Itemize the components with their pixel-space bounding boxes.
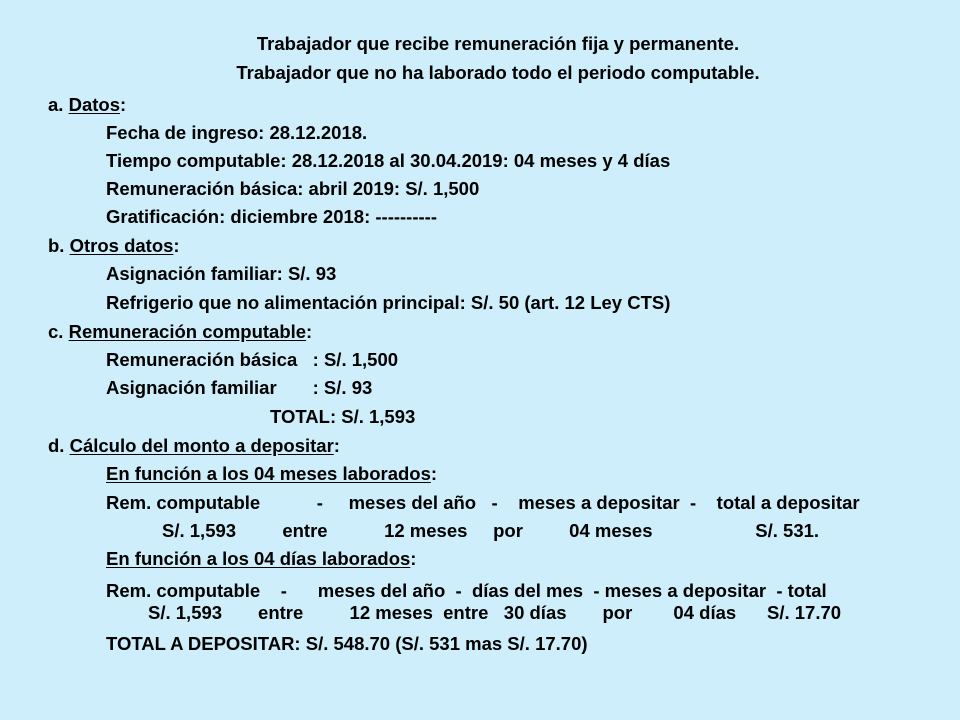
section-a-title: Datos [68,94,120,115]
days-subheading-colon: : [410,548,417,569]
months-subheading [106,463,437,485]
title-line-2: Trabajador que no ha laborado todo el periodo computable. [236,62,760,83]
fecha-ingreso: Fecha de ingreso: 28.12.2018. [106,122,368,143]
section-d-heading [48,435,340,457]
section-a-heading [48,94,126,116]
remuneracion-basica: Remuneración básica: abril 2019: S/. 1,500 [106,178,480,199]
section-b-heading [48,235,180,257]
days-subheading-title: En función a los 04 días laborados [106,548,411,569]
months-formula-values: S/. 1,593 entre 12 meses por 04 meses S/. 531. [162,520,820,541]
section-b-prefix: b. [48,235,70,256]
refrigerio: Refrigerio que no alimentación principal: S/. 50 (art. 12 Ley CTS) [106,292,671,313]
c-asignacion-familiar: Asignación familiar : S/. 93 [106,377,373,398]
tiempo-computable: Tiempo computable: 28.12.2018 al 30.04.2019: 04 meses y 4 días [106,150,671,171]
c-total: TOTAL: S/. 1,593 [270,406,416,427]
gratificacion: Gratificación: diciembre 2018: ---------- [106,206,437,227]
section-c-colon: : [306,321,313,342]
total-a-depositar: TOTAL A DEPOSITAR: S/. 548.70 (S/. 531 mas S/. 17.70) [106,633,588,654]
section-c-prefix: c. [48,321,69,342]
months-formula-header: Rem. computable - meses del año - meses a depositar - total a depositar [106,492,860,513]
section-c-title: Remuneración computable [68,321,307,342]
section-d-prefix: d. [48,435,70,456]
days-formula-values: S/. 1,593 entre 12 meses entre 30 días por 04 días S/. 17.70 [148,602,842,623]
days-formula-header: Rem. computable - meses del año - días del mes - meses a depositar - total [106,580,827,601]
asignacion-familiar: Asignación familiar: S/. 93 [106,263,337,284]
title-line-1: Trabajador que recibe remuneración fija y permanente. [256,33,740,54]
section-b-title: Otros datos [69,235,174,256]
section-d-colon: : [333,435,340,456]
months-subheading-colon: : [430,463,438,484]
days-subheading [106,548,416,570]
section-b-colon: : [173,235,180,256]
section-d-title: Cálculo del monto a depositar [69,435,334,456]
section-a-colon: : [119,94,127,115]
months-subheading-title: En función a los 04 meses laborados [106,463,431,484]
section-a-prefix: a. [48,94,69,115]
section-c-heading [48,321,312,343]
c-remuneracion-basica: Remuneración básica : S/. 1,500 [106,349,399,370]
